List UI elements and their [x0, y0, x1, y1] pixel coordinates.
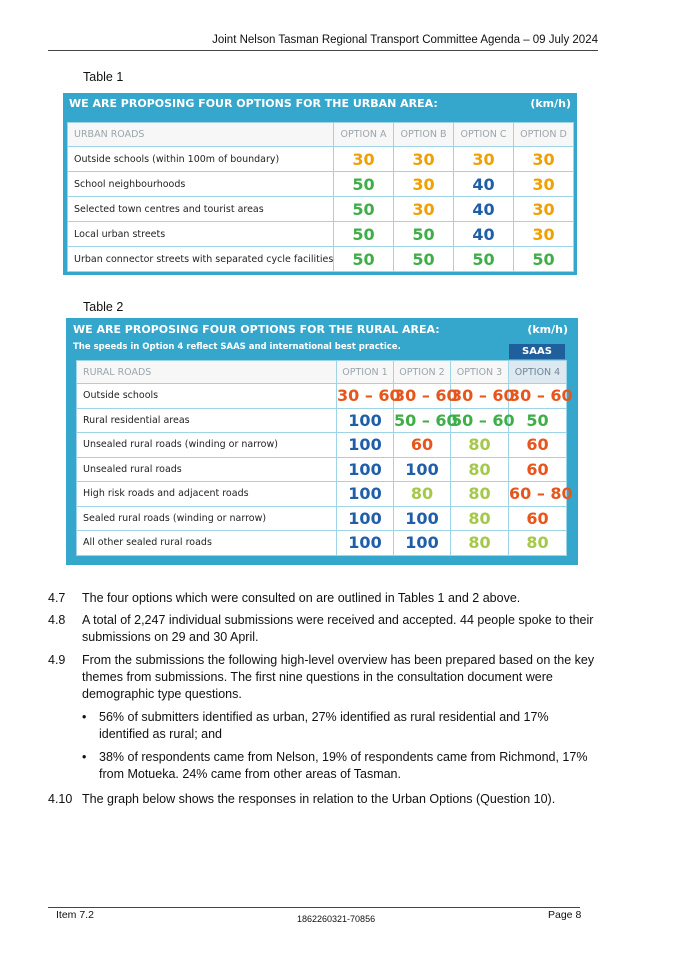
- row-label: School neighbourhoods: [68, 172, 334, 197]
- speed-cell: 50: [454, 247, 514, 272]
- speed-cell: 50: [514, 247, 574, 272]
- row-label: All other sealed rural roads: [77, 531, 337, 556]
- table2-unit: (km/h): [527, 323, 568, 336]
- table1-header-row: [68, 123, 574, 147]
- speed-cell: 30: [514, 172, 574, 197]
- speed-cell: 80: [451, 506, 509, 531]
- bullet-text: 38% of respondents came from Nelson, 19% of respondents came from Richmond, 17% from Motueka. 24% came from other areas of Tasman.: [99, 750, 588, 781]
- speed-cell: 100: [394, 531, 451, 556]
- table-row: [77, 457, 567, 482]
- footer-page-number: Page 8: [548, 909, 582, 921]
- speed-cell: 30: [454, 147, 514, 172]
- table2-header-cell: RURAL ROADS: [77, 361, 337, 384]
- speed-cell: 100: [337, 408, 394, 433]
- speed-cell: 50 – 60: [451, 408, 509, 433]
- table1-grid: [67, 122, 574, 272]
- speed-cell: 30: [394, 147, 454, 172]
- speed-cell: 60: [509, 457, 567, 482]
- list-item: [82, 709, 602, 743]
- row-label: Selected town centres and tourist areas: [68, 197, 334, 222]
- speed-cell: 100: [337, 482, 394, 507]
- speed-cell: 30 – 60: [509, 384, 567, 409]
- table-row: [77, 408, 567, 433]
- speed-cell: 100: [394, 457, 451, 482]
- paragraph-number: 4.8: [48, 613, 66, 627]
- speed-cell: 30 – 60: [337, 384, 394, 409]
- table-row: [77, 433, 567, 458]
- table-row: [68, 172, 574, 197]
- footer-rule: [48, 907, 580, 908]
- table-row: [77, 531, 567, 556]
- speed-cell: 50: [509, 408, 567, 433]
- table1-header-cell: OPTION C: [454, 123, 514, 147]
- speed-cell: 100: [337, 457, 394, 482]
- speed-cell: 40: [454, 172, 514, 197]
- speed-cell: 60: [394, 433, 451, 458]
- running-header: Joint Nelson Tasman Regional Transport Committee Agenda – 09 July 2024: [48, 34, 598, 51]
- paragraph-4-10: [48, 791, 608, 808]
- table-row: [68, 247, 574, 272]
- speed-cell: 50 – 60: [394, 408, 451, 433]
- speed-cell: 80: [451, 531, 509, 556]
- saas-badge: SAAS: [509, 344, 565, 359]
- paragraph-text: The four options which were consulted on are outlined in Tables 1 and 2 above.: [82, 591, 521, 605]
- table-row: [68, 197, 574, 222]
- table-row: [77, 384, 567, 409]
- paragraph-number: 4.7: [48, 591, 66, 605]
- table2-header-cell: OPTION 1: [337, 361, 394, 384]
- row-label: Unsealed rural roads: [77, 457, 337, 482]
- speed-cell: 80: [394, 482, 451, 507]
- speed-cell: 30 – 60: [451, 384, 509, 409]
- table2-panel: [66, 318, 578, 565]
- table-row: [77, 482, 567, 507]
- row-label: Urban connector streets with separated cycle facilities: [68, 247, 334, 272]
- row-label: Outside schools: [77, 384, 337, 409]
- table1-header-cell: URBAN ROADS: [68, 123, 334, 147]
- table2-header-cell: OPTION 2: [394, 361, 451, 384]
- speed-cell: 50: [334, 172, 394, 197]
- speed-cell: 40: [454, 222, 514, 247]
- speed-cell: 80: [451, 457, 509, 482]
- speed-cell: 100: [337, 506, 394, 531]
- speed-cell: 30: [394, 197, 454, 222]
- speed-cell: 50: [394, 222, 454, 247]
- table2-subtitle: The speeds in Option 4 reflect SAAS and international best practice.: [73, 342, 401, 352]
- speed-cell: 30: [514, 222, 574, 247]
- speed-cell: 80: [451, 433, 509, 458]
- footer-item: Item 7.2: [56, 909, 94, 921]
- table1-caption: Table 1: [83, 70, 124, 84]
- row-label: Local urban streets: [68, 222, 334, 247]
- table-row: [68, 147, 574, 172]
- table1-unit: (km/h): [530, 97, 571, 110]
- speed-cell: 30: [334, 147, 394, 172]
- speed-cell: 30 – 60: [394, 384, 451, 409]
- speed-cell: 60: [509, 506, 567, 531]
- speed-cell: 50: [394, 247, 454, 272]
- speed-cell: 80: [451, 482, 509, 507]
- list-item: [82, 749, 602, 783]
- table2-header-cell: OPTION 4: [509, 361, 567, 384]
- table1-header-cell: OPTION A: [334, 123, 394, 147]
- bullet-icon: •: [82, 750, 87, 764]
- table2-header-row: [77, 361, 567, 384]
- speed-cell: 40: [454, 197, 514, 222]
- paragraph-text: From the submissions the following high-level overview has been prepared based on the key themes from submissions. The first nine questions in the consultation document were demographic type questions.: [82, 653, 595, 701]
- speed-cell: 100: [394, 506, 451, 531]
- speed-cell: 50: [334, 197, 394, 222]
- speed-cell: 30: [394, 172, 454, 197]
- row-label: Outside schools (within 100m of boundary): [68, 147, 334, 172]
- footer-doc-id: 1862260321-70856: [297, 914, 376, 924]
- table2-grid: [76, 360, 573, 556]
- table1-header-cell: OPTION D: [514, 123, 574, 147]
- paragraph-text: A total of 2,247 individual submissions were received and accepted. 44 people spoke to their submissions on 29 and 30 April.: [82, 613, 594, 644]
- speed-cell: 30: [514, 147, 574, 172]
- paragraph-4-7: [48, 590, 608, 607]
- table1-panel: [63, 93, 577, 275]
- row-label: Unsealed rural roads (winding or narrow): [77, 433, 337, 458]
- paragraph-text: The graph below shows the responses in relation to the Urban Options (Question 10).: [82, 792, 556, 806]
- paragraph-4-8: [48, 612, 608, 646]
- table1-header-cell: OPTION B: [394, 123, 454, 147]
- bullet-icon: •: [82, 710, 87, 724]
- speed-cell: 100: [337, 433, 394, 458]
- table-row: [77, 506, 567, 531]
- row-label: High risk roads and adjacent roads: [77, 482, 337, 507]
- bullet-text: 56% of submitters identified as urban, 27% identified as rural residential and 17% identified as rural; and: [99, 710, 549, 741]
- speed-cell: 60 – 80: [509, 482, 567, 507]
- speed-cell: 50: [334, 247, 394, 272]
- speed-cell: 80: [509, 531, 567, 556]
- table2-caption: Table 2: [83, 300, 124, 314]
- row-label: Rural residential areas: [77, 408, 337, 433]
- table2-title: WE ARE PROPOSING FOUR OPTIONS FOR THE RURAL AREA:: [73, 323, 440, 336]
- table-row: [68, 222, 574, 247]
- paragraph-number: 4.9: [48, 653, 66, 667]
- speed-cell: 100: [337, 531, 394, 556]
- table1-title: WE ARE PROPOSING FOUR OPTIONS FOR THE URBAN AREA:: [69, 97, 438, 110]
- row-label: Sealed rural roads (winding or narrow): [77, 506, 337, 531]
- speed-cell: 60: [509, 433, 567, 458]
- paragraph-4-9: [48, 652, 608, 703]
- speed-cell: 30: [514, 197, 574, 222]
- table2-header-cell: OPTION 3: [451, 361, 509, 384]
- paragraph-number: 4.10: [48, 792, 73, 806]
- speed-cell: 50: [334, 222, 394, 247]
